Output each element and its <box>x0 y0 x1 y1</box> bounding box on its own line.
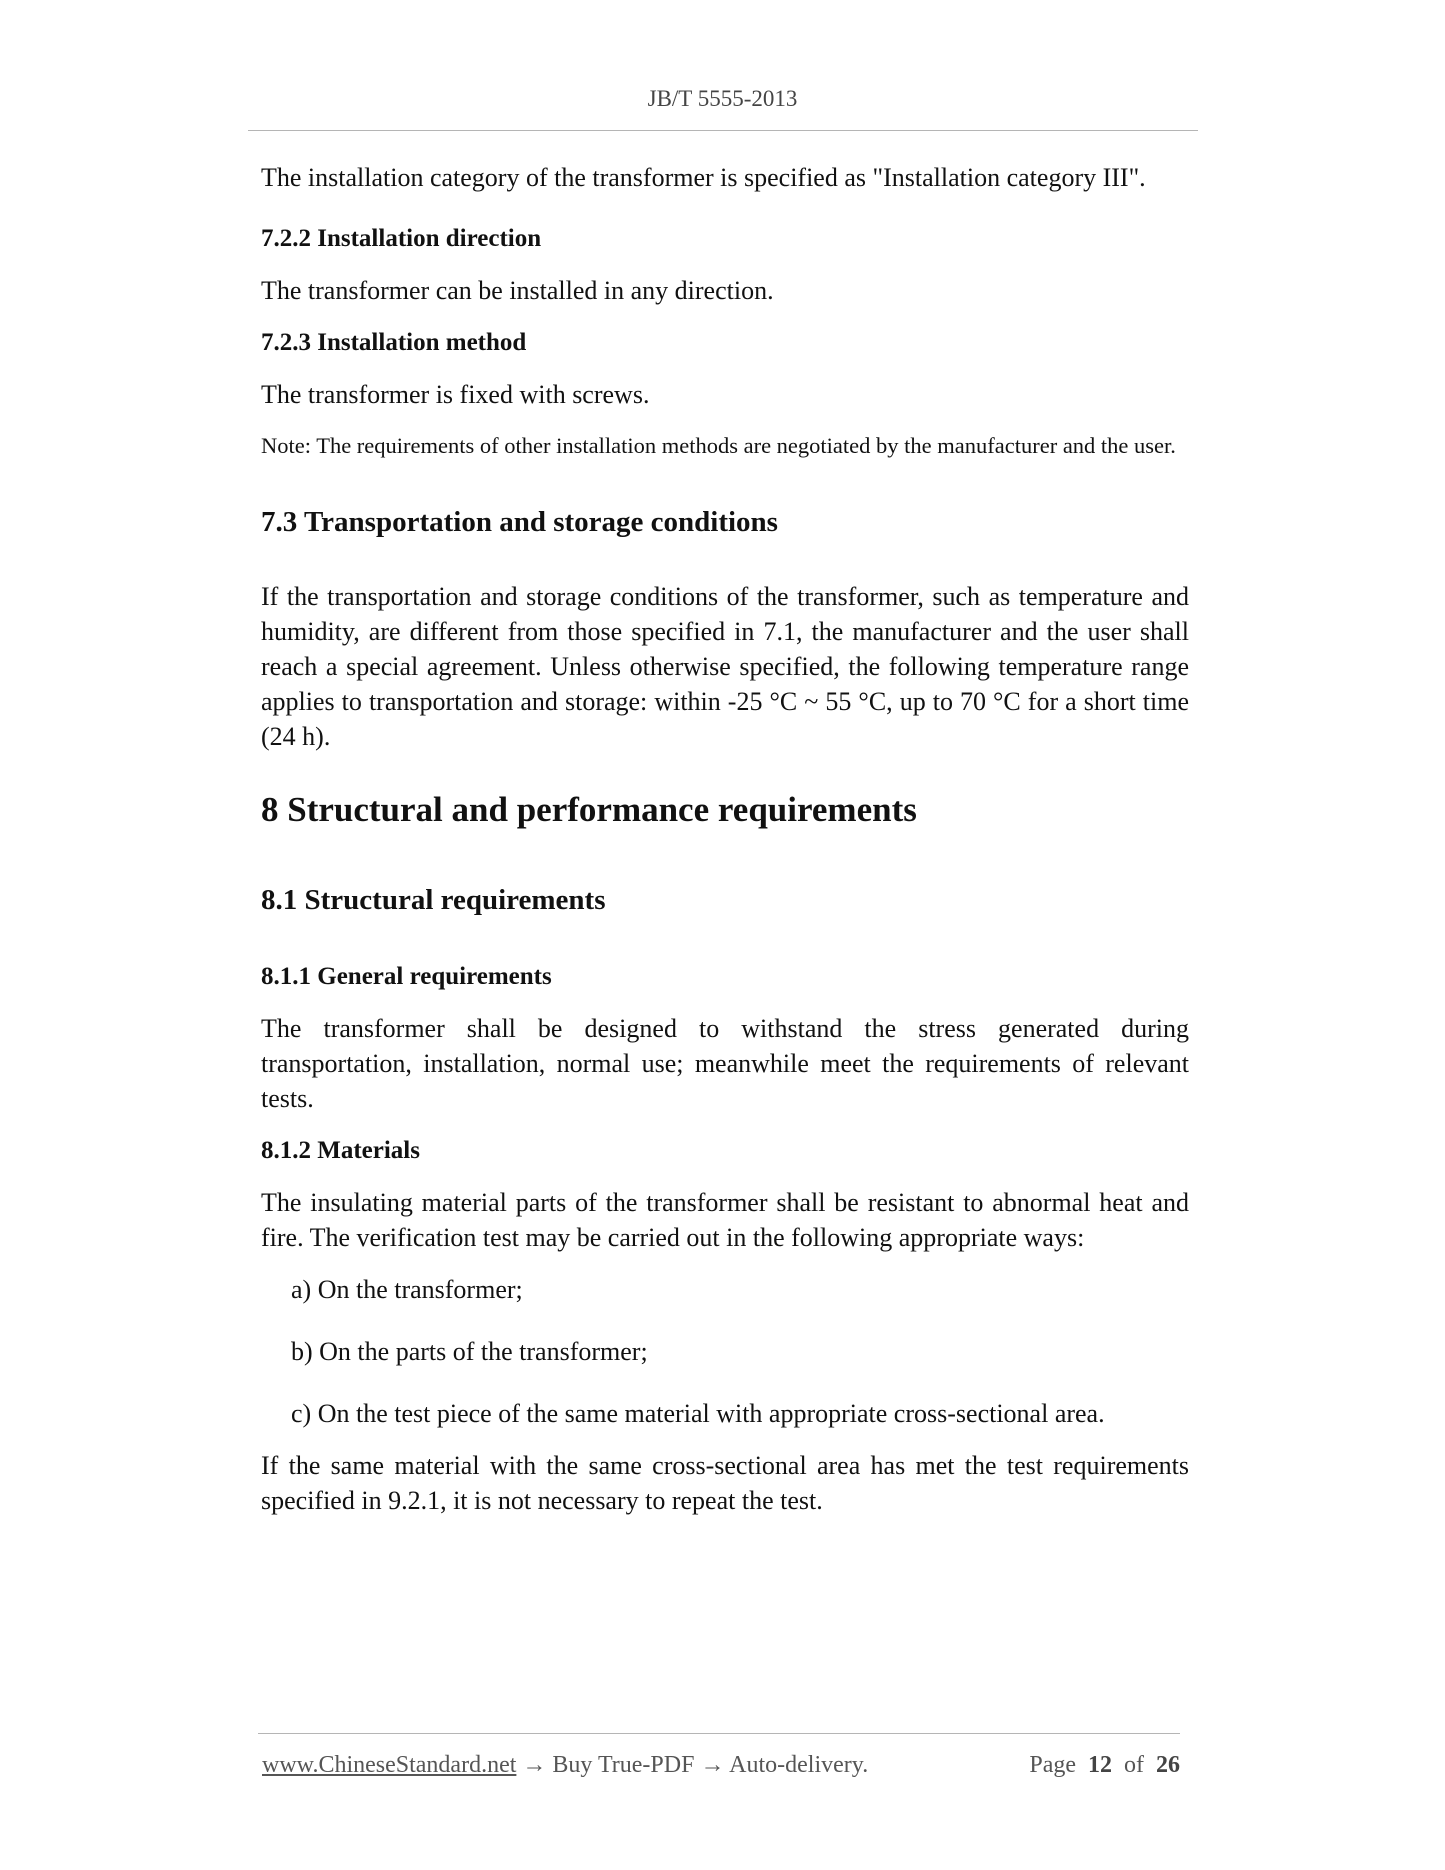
heading-7-2-2: 7.2.2 Installation direction <box>261 225 542 252</box>
footer-divider <box>258 1733 1180 1734</box>
heading-8-1-2: 8.1.2 Materials <box>261 1137 420 1164</box>
paragraph-7-2-2: The transformer can be installed in any direction. <box>261 276 774 305</box>
heading-7-2-3: 7.2.3 Installation method <box>261 329 527 356</box>
of-label: of <box>1124 1752 1144 1778</box>
website-link[interactable]: www.ChineseStandard.net <box>262 1752 517 1778</box>
page-content <box>261 160 1189 1518</box>
page-current: 12 <box>1088 1752 1112 1778</box>
header-divider <box>248 130 1198 131</box>
heading-8-1-1: 8.1.1 General requirements <box>261 963 552 990</box>
buy-true-pdf-text: Buy True-PDF <box>552 1752 695 1778</box>
heading-8-1: 8.1 Structural requirements <box>261 884 606 916</box>
arrow-right-icon: → <box>522 1752 547 1778</box>
page-label: Page <box>1029 1752 1076 1778</box>
page-number <box>1029 1752 1180 1779</box>
page-total: 26 <box>1156 1752 1180 1778</box>
note-7-2-3: Note: The requirements of other installation methods are negotiated by the manufacturer and the user. <box>261 433 1176 458</box>
paragraph-7-2-3: The transformer is fixed with screws. <box>261 380 650 409</box>
heading-7-3: 7.3 Transportation and storage conditions <box>261 506 778 538</box>
footer-promo <box>262 1752 868 1779</box>
paragraph-8-1-2-end: If the same material with the same cross-sectional area has met the test requirements specified in 9.2.1, it is not necessary to repeat the test. <box>261 1451 1189 1515</box>
list-item: b) On the parts of the transformer; <box>291 1337 648 1366</box>
paragraph-8-1-2: The insulating material parts of the transformer shall be resistant to abnormal heat and fire. The verification test may be carried out in the following appropriate ways: <box>261 1188 1189 1252</box>
paragraph-installation-category: The installation category of the transformer is specified as "Installation category III". <box>261 163 1146 192</box>
list-item: a) On the transformer; <box>291 1275 523 1304</box>
document-code-header: JB/T 5555-2013 <box>647 86 798 111</box>
auto-delivery-text: Auto-delivery. <box>729 1752 869 1778</box>
arrow-right-icon: → <box>700 1752 725 1778</box>
heading-8: 8 Structural and performance requirements <box>261 790 917 829</box>
list-item: c) On the test piece of the same material with appropriate cross-sectional area. <box>291 1399 1105 1428</box>
paragraph-8-1-1: The transformer shall be designed to withstand the stress generated during transportation, installation, normal use; meanwhile meet the requirements of relevant tests. <box>261 1014 1189 1113</box>
paragraph-7-3: If the transportation and storage conditions of the transformer, such as temperature and humidity, are different from those specified in 7.1, the manufacturer and the user shall reach a special agreement. Unless otherwise specified, the following temperature range applies to transportation and storage: within -25 °C ~ 55 °C, up to 70 °C for a short time (24 h). <box>261 582 1189 751</box>
